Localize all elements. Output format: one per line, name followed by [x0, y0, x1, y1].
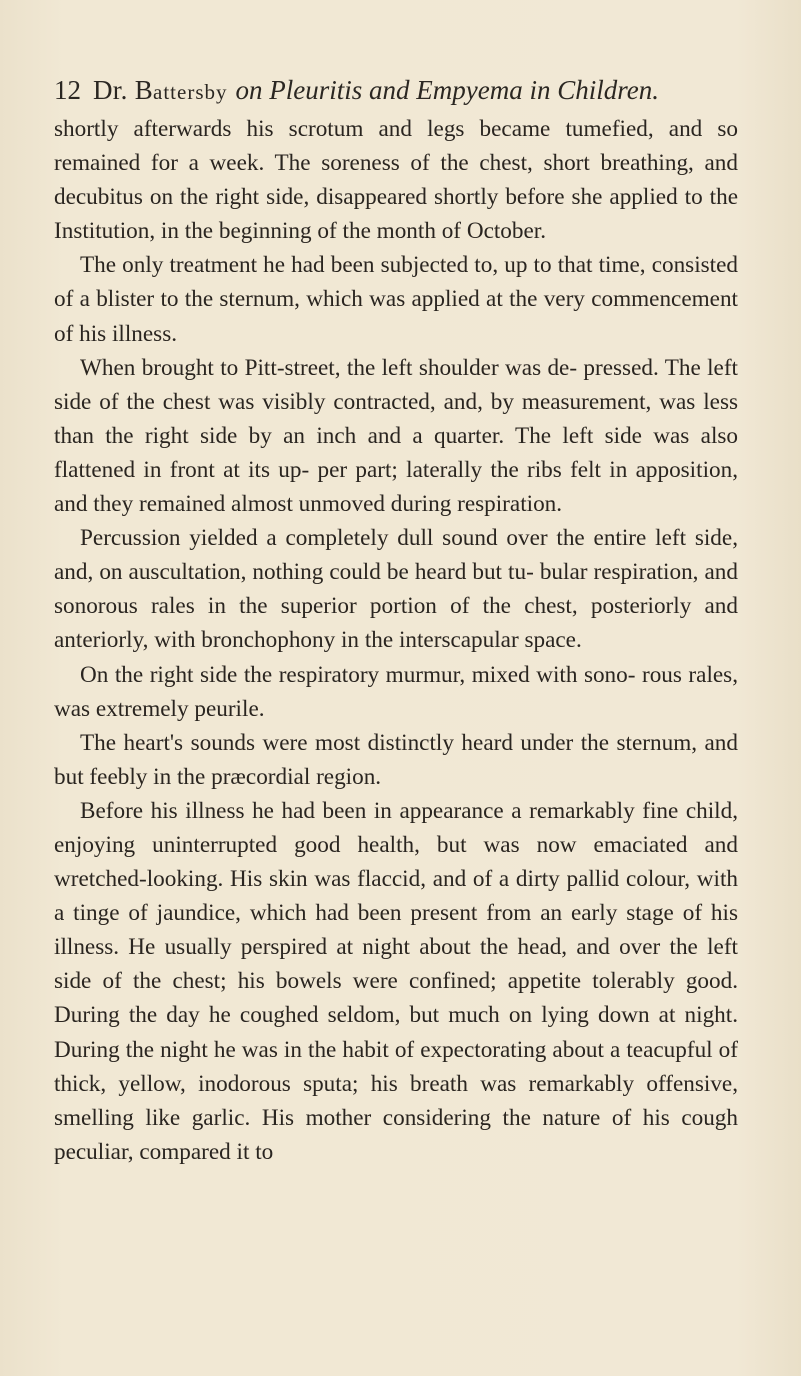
- author-name: [93, 75, 228, 105]
- paragraph-treatment: The only treatment he had been subjected to, up to that time, consisted of a blister to the sternum, which was applied at the very commencement of his illness.: [54, 252, 738, 347]
- running-title: on Pleuritis and Empyema in Children.: [235, 75, 659, 105]
- author-prefix: Dr. B: [93, 75, 154, 105]
- paragraph-percussion: Percussion yielded a completely dull sound over the entire left side, and, on auscultation, nothing could be heard but tu- bular respiration, and sonorous rales in the superior portion of the chest, posteriorly and anteriorly, with bronchophony in the interscapular space.: [54, 525, 738, 654]
- paragraph-heart-sounds: The heart's sounds were most distinctly heard under the sternum, and but feebly in the præcordial region.: [54, 729, 738, 790]
- paragraph-right-side: On the right side the respiratory murmur, mixed with sono- rous rales, was extremely peurile.: [54, 661, 738, 722]
- paragraph-continuation: shortly afterwards his scrotum and legs became tumefied, and so remained for a week. The soreness of the chest, short breathing, and decubitus on the right side, disappeared shortly before she applied to the Institution, in the beginning of the month of October.: [54, 116, 738, 245]
- page-number: 12: [54, 75, 81, 105]
- body-text: [54, 112, 738, 1169]
- paragraph-history: Before his illness he had been in appearance a remarkably fine child, enjoying uninterrupted good health, but was now emaciated and wretched-looking. His skin was flaccid, and of a dirty pallid colour, with a tinge of jaundice, which had been present from an early stage of his illness. He usually perspired at night about the head, and over the left side of the chest; his bowels were confined; appetite tolerably good. During the day he coughed seldom, but much on lying down at night. During the night he was in the habit of expectorating about a teacupful of thick, yellow, inodorous sputa; his breath was remarkably offensive, smelling like garlic. His mother considering the nature of his cough peculiar, compared it to: [54, 797, 738, 1165]
- paragraph-examination: When brought to Pitt-street, the left shoulder was de- pressed. The left side of the chest was visibly contracted, and, by measurement, was less than the right side by an inch and a quarter. The left side was also flattened in front at its up- per part; laterally the ribs felt in apposition, and they remained almost unmoved during respiration.: [54, 354, 738, 518]
- author-small-caps: attersby: [153, 80, 228, 104]
- running-head: [54, 74, 754, 108]
